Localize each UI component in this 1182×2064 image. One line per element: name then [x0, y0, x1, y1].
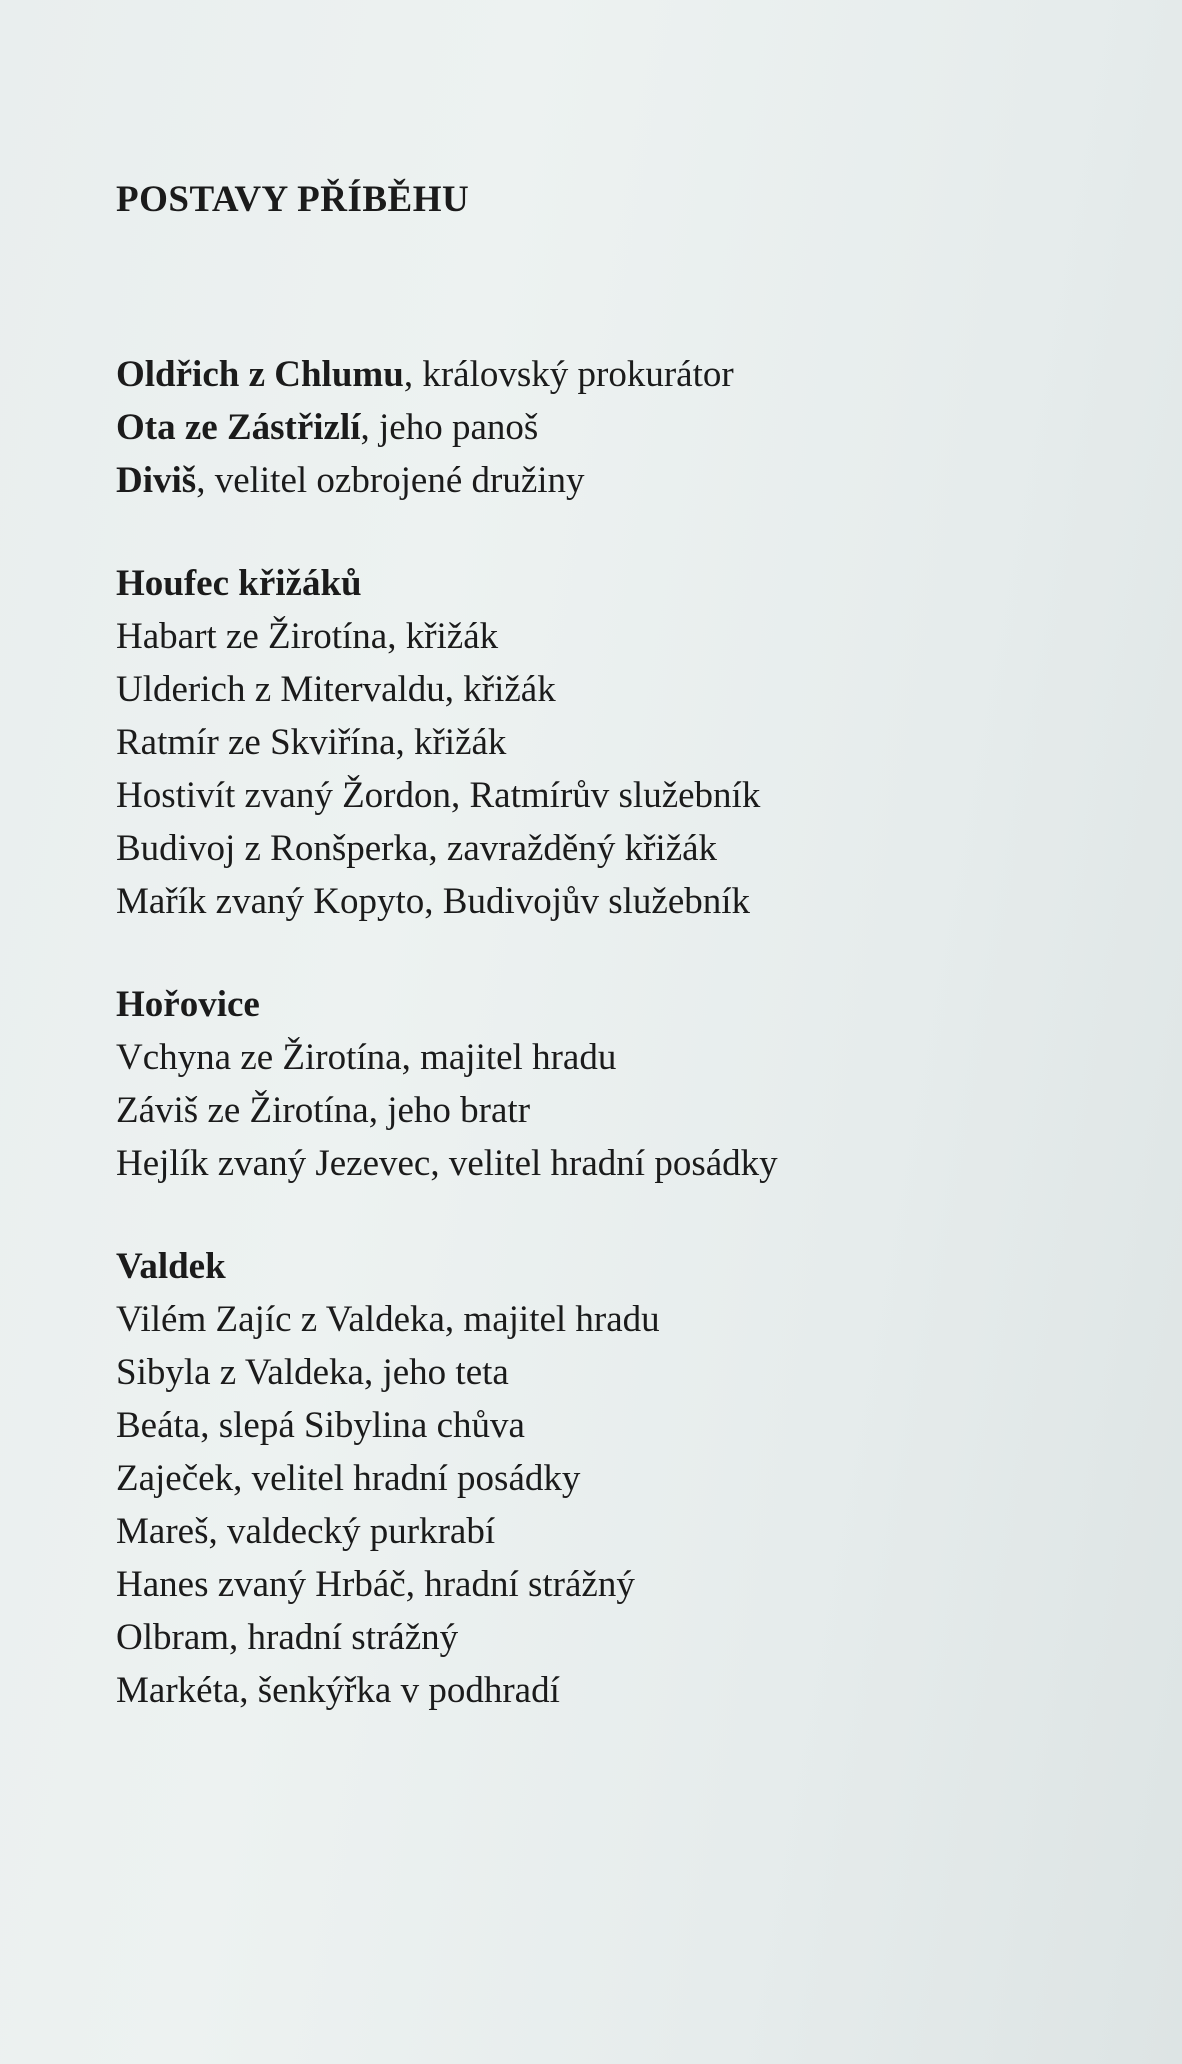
character-name: Diviš [116, 460, 197, 501]
character-entry: Hanes zvaný Hrbáč, hradní strážný [116, 1564, 635, 1605]
section-horovice [116, 978, 1116, 1190]
book-page [116, 170, 1116, 1767]
character-entry: Ratmír ze Skviřína, křižák [116, 722, 507, 763]
character-entry: Sibyla z Valdeka, jeho teta [116, 1352, 509, 1393]
section-heading: Houfec křižáků [116, 563, 362, 604]
character-entry: Mařík zvaný Kopyto, Budivojův služebník [116, 881, 751, 922]
character-entry: Budivoj z Ronšperka, zavražděný křižák [116, 828, 718, 869]
character-name: Ota ze Zástřizlí [116, 407, 361, 448]
section-houfec-krizaku [116, 557, 1116, 928]
character-entry: Mareš, valdecký purkrabí [116, 1511, 496, 1552]
character-entry: Záviš ze Žirotína, jeho bratr [116, 1090, 531, 1131]
main-characters [116, 348, 1116, 507]
character-entry: Beáta, slepá Sibylina chůva [116, 1405, 525, 1446]
character-entry [116, 348, 1116, 401]
character-entry: Hejlík zvaný Jezevec, velitel hradní posádky [116, 1143, 778, 1184]
section-heading: Hořovice [116, 984, 260, 1025]
character-entry: Vilém Zajíc z Valdeka, majitel hradu [116, 1299, 660, 1340]
character-name: Oldřich z Chlumu [116, 354, 404, 395]
section-valdek [116, 1240, 1116, 1717]
section-heading: Valdek [116, 1246, 226, 1287]
character-entry: Markéta, šenkýřka v podhradí [116, 1670, 560, 1711]
character-entry [116, 454, 1116, 507]
character-description: , velitel ozbrojené družiny [196, 460, 585, 501]
character-description: , královský prokurátor [403, 354, 734, 395]
character-entry: Vchyna ze Žirotína, majitel hradu [116, 1037, 617, 1078]
character-entry: Habart ze Žirotína, křižák [116, 616, 499, 657]
character-entry: Zaječek, velitel hradní posádky [116, 1458, 581, 1499]
page-title: POSTAVY PŘÍBĚHU [116, 179, 470, 220]
character-entry: Hostivít zvaný Žordon, Ratmírův služebník [116, 775, 761, 816]
character-entry: Ulderich z Mitervaldu, křižák [116, 669, 556, 710]
character-description: , jeho panoš [360, 407, 539, 448]
character-entry [116, 401, 1116, 454]
character-entry: Olbram, hradní strážný [116, 1617, 459, 1658]
